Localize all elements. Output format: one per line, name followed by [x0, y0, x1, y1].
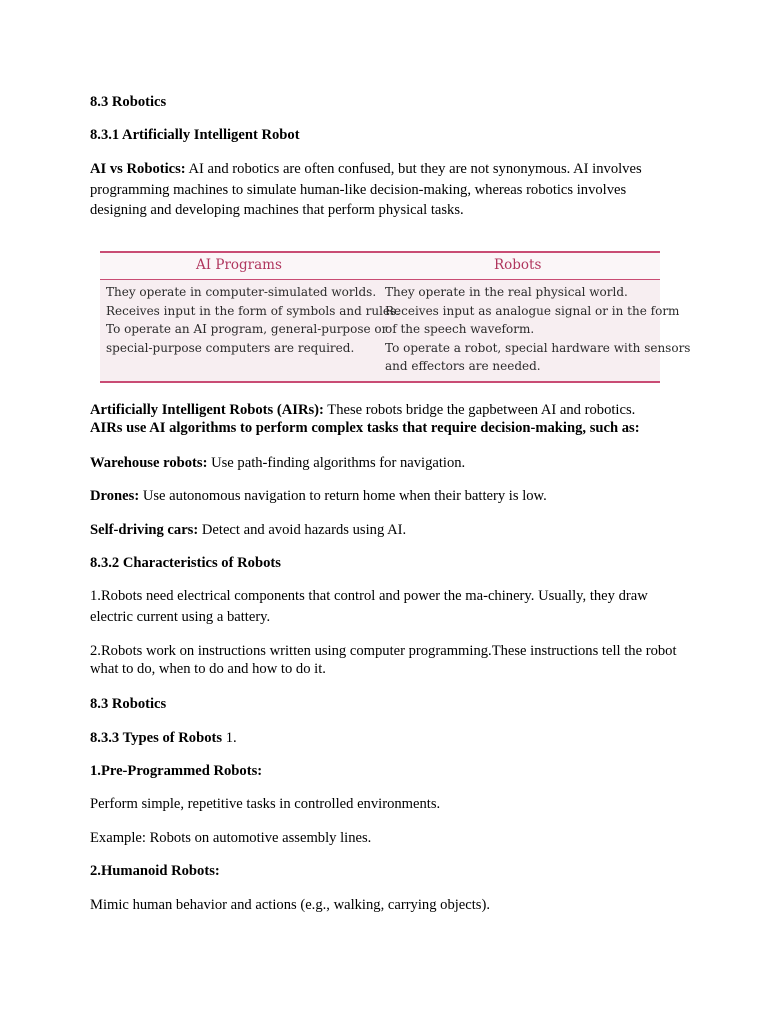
table-cell: of the speech waveform.	[385, 322, 535, 336]
table-cell: Receives input as analogue signal or in the form	[385, 303, 680, 318]
ai-vs-robotics-label: AI vs Robotics:	[90, 161, 186, 177]
table-header-ai-programs: AI Programs	[196, 257, 282, 273]
table-cell: They operate in computer-simulated worlds.	[106, 285, 377, 299]
table-header-robots: Robots	[494, 257, 542, 273]
table-cell: They operate in the real physical world.	[385, 285, 628, 299]
table-cell: To operate a robot, special hardware with sensors	[385, 340, 691, 355]
types-heading-suffix: 1.	[222, 730, 237, 746]
example-label: Warehouse robots:	[90, 455, 208, 471]
section-heading: 8.3 Robotics	[90, 94, 167, 110]
airs-label: Artificially Intelligent Robots (AIRs):	[90, 402, 324, 418]
example-drones	[90, 486, 680, 507]
type-2-heading: 2.Humanoid Robots:	[90, 863, 220, 879]
airs-bold-line: AIRs use AI algorithms to perform complex tasks that require decision-making, such as:	[90, 420, 640, 436]
example-text: Use autonomous navigation to return home when their battery is low.	[139, 488, 547, 504]
characteristic-2: 2.Robots work on instructions written using computer programming.These instructions tell the robot what to do, when to do and how to do it.	[90, 643, 677, 677]
subsection-heading-ai-robot: 8.3.1 Artificially Intelligent Robot	[90, 127, 300, 143]
example-text: Detect and avoid hazards using AI.	[198, 522, 407, 538]
table-column-robots	[385, 283, 690, 376]
type-2-description: Mimic human behavior and actions (e.g., walking, carrying objects).	[90, 897, 490, 913]
ai-vs-robotics-text: AI and robotics are often confused, but they are not synonymous. AI involves programming machines to simulate human-like decision-making, whereas robotics involves designing and developing machines that perform physical tasks.	[90, 161, 642, 218]
subsection-heading-characteristics: 8.3.2 Characteristics of Robots	[90, 555, 281, 571]
example-text: Use path-finding algorithms for navigation.	[207, 455, 466, 471]
airs-text: These robots bridge the gapbetween AI and robotics.	[323, 402, 636, 418]
airs-paragraph	[90, 401, 680, 437]
example-warehouse-robots	[90, 453, 680, 474]
characteristic-1: 1.Robots need electrical components that control and power the ma-chinery. Usually, they draw electric current using a battery.	[90, 588, 648, 625]
example-label: Drones:	[90, 488, 140, 504]
example-label: Self-driving cars:	[90, 522, 199, 538]
table-cell: special-purpose computers are required.	[106, 340, 355, 355]
example-self-driving-cars	[90, 520, 680, 541]
table-cell: Receives input in the form of symbols and rules.	[106, 303, 400, 318]
ai-vs-robots-table	[100, 251, 691, 383]
table-cell: To operate an AI program, general-purpose or	[106, 322, 388, 336]
ai-vs-robotics-paragraph	[90, 159, 680, 221]
type-1-heading: 1.Pre-Programmed Robots:	[90, 763, 263, 779]
types-heading-label: 8.3.3 Types of Robots	[90, 730, 223, 746]
subsection-heading-types	[90, 728, 680, 749]
section-heading-repeat: 8.3 Robotics	[90, 696, 167, 712]
table-cell: and effectors are needed.	[385, 359, 541, 373]
table-column-ai-programs	[106, 283, 400, 357]
type-1-description: Perform simple, repetitive tasks in controlled environments.	[90, 796, 441, 812]
type-1-example: Example: Robots on automotive assembly lines.	[90, 830, 372, 846]
table-header-row	[100, 253, 660, 280]
